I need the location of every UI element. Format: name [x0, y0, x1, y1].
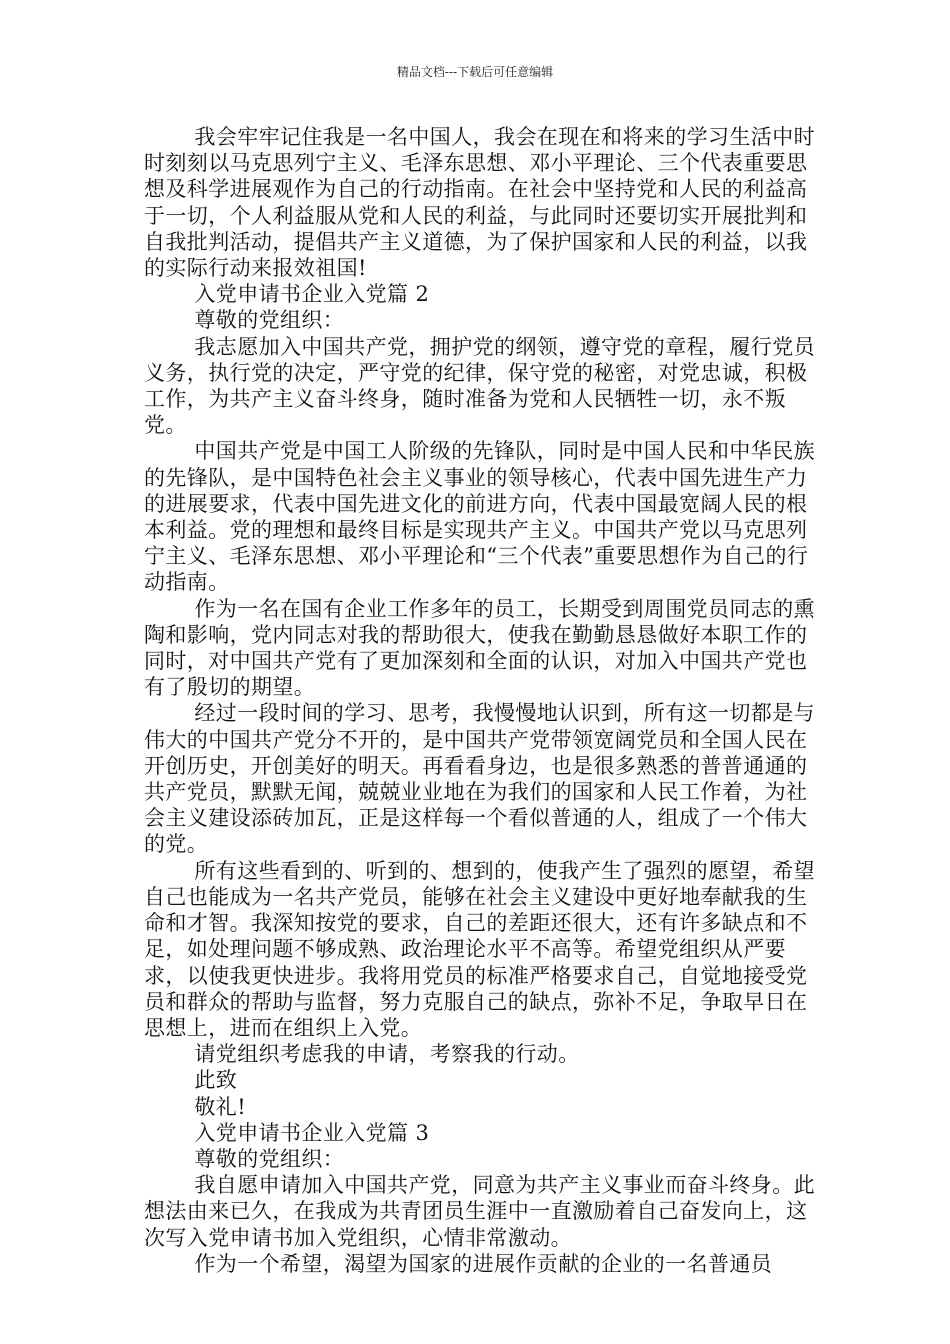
paragraph-application: 我自愿申请加入中国共产党，同意为共产主义事业而奋斗终身。此想法由来已久，在我成为共青团员生涯中一直激励着自己奋发向上，这次写入党申请书加入党组织，心情非常激动。: [144, 1173, 815, 1250]
closing-line-1: 此致: [194, 1068, 238, 1093]
paragraph-party-nature: 中国共产党是中国工人阶级的先锋队，同时是中国人民和中华民族的先锋队，是中国特色社会主义事业的领导核心，代表中国先进生产力的进展要求，代表中国先进文化的前进方向，代表中国最宽阔人民的根本利益。党的理想和最终目标是实现共产主义。中国共产党以马克思列宁主义、毛泽东思想、邓小平理论和“三个代表”重要思想作为自己的行动指南。: [144, 439, 815, 595]
request-line: 请党组织考虑我的申请，考察我的行动。: [194, 1042, 580, 1067]
paragraph-work-experience: 作为一名在国有企业工作多年的员工，长期受到周围党员同志的熏陶和影响，党内同志对我的帮助很大，使我在勤勤恳恳做好本职工作的同时，对中国共产党有了更加深刻和全面的认识，对加入中国共产党也有了殷切的期望。: [144, 596, 815, 700]
paragraph-patriotic-commitment: 我会牢牢记住我是一名中国人，我会在现在和将来的学习生活中时时刻刻以马克思列宁主义、毛泽东思想、邓小平理论、三个代表重要思想及科学进展观作为自己的行动指南。在社会中坚持党和人民的利益高于一切，个人利益服从党和人民的利益，与此同时还要切实开展批判和自我批判活动，提倡共产主义道德，为了保护国家和人民的利益，以我的实际行动来报效祖国!: [144, 125, 815, 281]
section-heading-3: 入党申请书企业入党篇 3: [194, 1120, 430, 1145]
section-heading-2: 入党申请书企业入党篇 2: [194, 282, 430, 307]
paragraph-reflection: 经过一段时间的学习、思考，我慢慢地认识到，所有这一切都是与伟大的中国共产党分不开的，是中国共产党带领宽阔党员和全国人民在开创历史，开创美好的明天。再看看身边，也是很多熟悉的普普通通的共产党员，默默无闻，兢兢业业地在为我们的国家和人民工作着，为社会主义建设添砖加瓦，正是这样每一个看似普通的人，组成了一个伟大的党。: [144, 701, 815, 857]
salutation-3: 尊敬的党组织：: [194, 1146, 345, 1171]
paragraph-truncated: 作为一个希望，渴望为国家的进展作贡献的企业的一名普通员: [194, 1251, 773, 1276]
salutation-2: 尊敬的党组织：: [194, 308, 345, 333]
page-header: 精品文档---下载后可任意编辑: [396, 65, 554, 79]
document-body: [144, 124, 824, 1277]
closing-line-2: 敬礼!: [194, 1094, 247, 1119]
paragraph-pledge: 我志愿加入中国共产党，拥护党的纲领，遵守党的章程，履行党员义务，执行党的决定，严守党的纪律，保守党的秘密，对党忠诚，积极工作，为共产主义奋斗终身，随时准备为党和人民牺牲一切，永不叛党。: [144, 334, 815, 438]
paragraph-aspiration: 所有这些看到的、听到的、想到的，使我产生了强烈的愿望，希望自己也能成为一名共产党员，能够在社会主义建设中更好地奉献我的生命和才智。我深知按党的要求，自己的差距还很大，还有许多缺点和不足，如处理问题不够成熟、政治理论水平不高等。希望党组织从严要求，以使我更快进步。我将用党员的标准严格要求自己，自觉地接受党员和群众的帮助与监督，努力克服自己的缺点，弥补不足，争取早日在思想上，进而在组织上入党。: [144, 858, 815, 1040]
